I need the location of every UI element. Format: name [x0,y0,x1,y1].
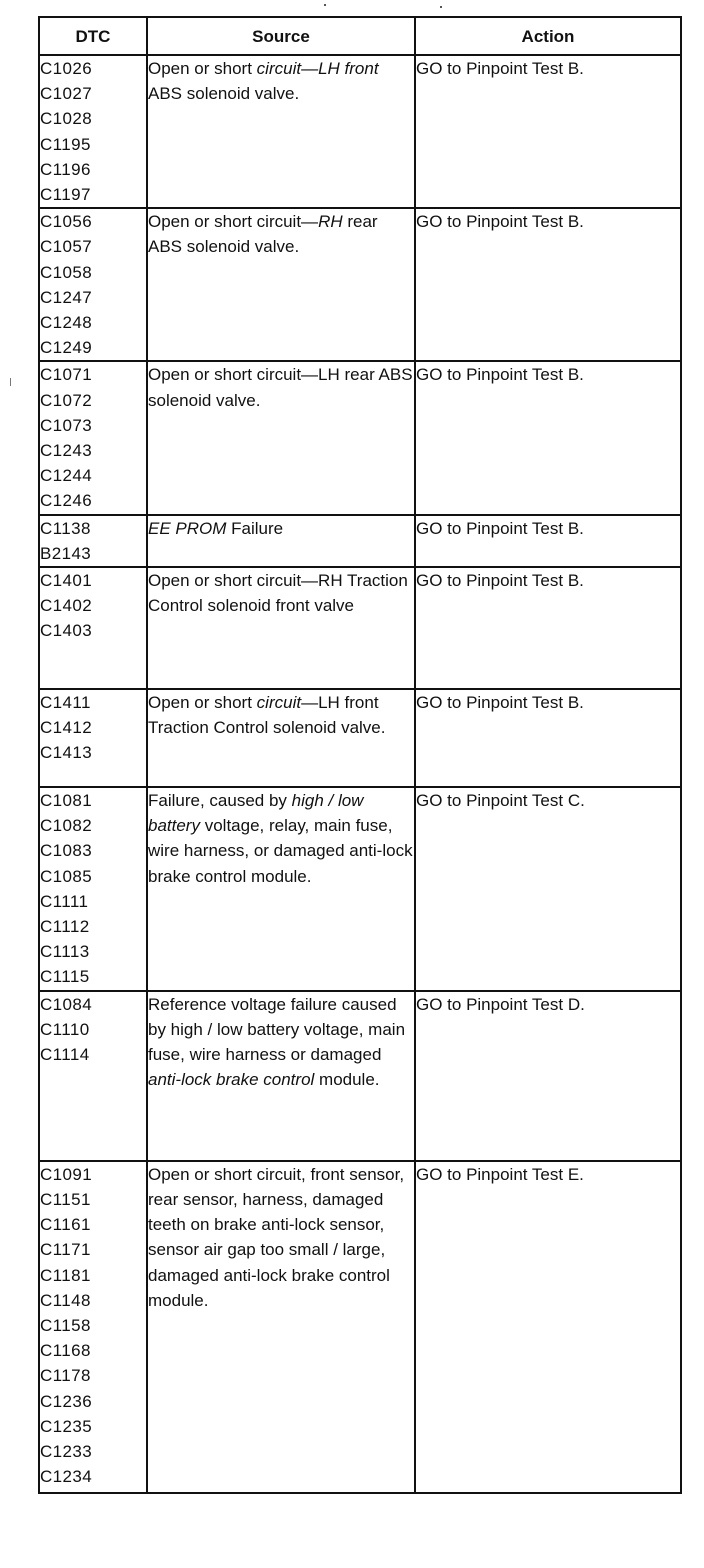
dtc-codes-cell [39,1161,147,1493]
source-text: Failure [226,518,284,538]
dtc-code: C1148 [40,1290,91,1310]
source-text: circuit [256,59,302,78]
source-cell [147,55,415,208]
source-text: —LH front Traction Control solenoid valve. [148,693,386,738]
dtc-code: C1027 [40,84,93,104]
header-source: Source [147,17,415,55]
source-text: Open or short circuit—RH Traction Control solenoid front valve [148,571,408,616]
action-cell: GO to Pinpoint Test B. [415,208,681,361]
table-row [39,55,681,208]
dtc-codes-cell [39,361,147,514]
table-row [39,991,681,1161]
action-cell: GO to Pinpoint Test E. [415,1161,681,1493]
dtc-code: C1026 [40,59,93,78]
source-text: ABS solenoid valve. [148,84,300,104]
source-cell [147,515,415,567]
table-row [39,689,681,787]
dtc-code: C1083 [40,841,93,861]
source-text: anti-lock brake control [148,1070,315,1090]
action-cell: GO to Pinpoint Test B. [415,55,681,208]
dtc-code: C1056 [40,212,93,232]
scan-speck [440,6,442,8]
action-cell: GO to Pinpoint Test B. [415,361,681,514]
dtc-code: C1057 [40,237,93,257]
action-cell: GO to Pinpoint Test B. [415,515,681,567]
dtc-codes-cell [39,787,147,991]
dtc-code: B2143 [40,543,92,563]
source-cell [147,689,415,787]
source-text: Open or short [148,693,257,713]
dtc-code: C1178 [40,1366,91,1386]
dtc-code: C1234 [40,1467,93,1487]
action-cell: GO to Pinpoint Test B. [415,689,681,787]
dtc-code: C1249 [40,338,93,358]
source-text: voltage, relay, main fuse, wire harness, or damaged anti-lock brake control module. [148,816,413,886]
source-text: rear ABS solenoid valve. [148,212,378,257]
source-text: Open or short circuit, front sensor, rear sensor, harness, damaged teeth on brake anti-lock sensor, sensor air gap too small / large, damaged anti-lock brake control module. [148,1164,405,1310]
dtc-code: C1158 [40,1315,91,1335]
dtc-code: C1168 [40,1341,91,1361]
dtc-codes-cell [39,689,147,787]
dtc-code: C1411 [40,693,91,713]
dtc-code: C1246 [40,491,93,511]
action-cell: GO to Pinpoint Test C. [415,787,681,991]
action-cell: GO to Pinpoint Test D. [415,991,681,1161]
dtc-codes-cell [39,567,147,689]
source-text: RH [318,212,343,232]
dtc-code: C1244 [40,466,93,486]
source-text: high / low battery [148,791,364,836]
dtc-code: C1114 [40,1045,90,1065]
dtc-code: C1111 [40,891,89,911]
dtc-codes-cell [39,515,147,567]
table-row [39,361,681,514]
table-row [39,787,681,991]
source-text: Reference voltage failure caused by high / low battery voltage, main fuse, wire harness or damaged [148,994,406,1065]
dtc-code: C1081 [40,791,93,811]
dtc-codes-cell [39,55,147,208]
dtc-code: C1403 [40,621,93,641]
dtc-code: C1072 [40,390,93,410]
source-text: — [301,59,319,78]
dtc-code: C1247 [40,287,93,307]
dtc-code: C1196 [40,159,91,179]
dtc-code: C1248 [40,313,93,333]
header-action: Action [415,17,681,55]
source-text: Open or short circuit—LH rear ABS solenoid valve. [148,365,413,410]
source-text: circuit [256,693,302,713]
source-text: LH front [318,59,379,78]
table-body [39,55,681,1493]
dtc-code: C1028 [40,109,93,129]
dtc-code: C1082 [40,816,93,836]
action-cell: GO to Pinpoint Test B. [415,567,681,689]
source-cell [147,991,415,1161]
source-cell [147,208,415,361]
header-dtc: DTC [39,17,147,55]
dtc-code: C1115 [40,967,90,987]
dtc-code: C1401 [40,571,93,591]
source-cell [147,361,415,514]
dtc-code: C1091 [40,1164,93,1184]
dtc-code: C1071 [40,365,93,385]
dtc-code: C1235 [40,1416,93,1436]
dtc-code: C1138 [40,518,91,538]
dtc-code: C1181 [40,1265,91,1285]
dtc-code: C1058 [40,262,93,282]
source-cell [147,1161,415,1493]
source-text: EE PROM [148,518,227,538]
dtc-table [38,16,682,1494]
dtc-code: C1197 [40,185,91,205]
table-row [39,515,681,567]
scan-speck [10,378,11,386]
source-text: Failure, caused by [148,791,292,811]
dtc-code: C1195 [40,134,91,154]
source-text: Open or short [148,59,257,78]
table-row [39,1161,681,1493]
dtc-codes-cell [39,991,147,1161]
dtc-code: C1171 [40,1240,91,1260]
dtc-code: C1073 [40,415,93,435]
dtc-code: C1151 [40,1189,91,1209]
table-row [39,208,681,361]
dtc-code: C1085 [40,866,93,886]
source-text: module. [314,1070,380,1090]
dtc-code: C1233 [40,1441,93,1461]
table-row [39,567,681,689]
dtc-code: C1113 [40,942,90,962]
scan-speck [324,4,326,6]
dtc-codes-cell [39,208,147,361]
dtc-code: C1243 [40,441,93,461]
source-cell [147,567,415,689]
dtc-code: C1413 [40,743,93,763]
dtc-code: C1110 [40,1019,90,1039]
dtc-code: C1161 [40,1215,91,1235]
source-cell [147,787,415,991]
source-text: Open or short circuit— [148,212,319,232]
dtc-code: C1112 [40,917,90,937]
table-header-row [39,17,681,55]
dtc-code: C1236 [40,1391,93,1411]
dtc-code: C1084 [40,994,93,1014]
dtc-code: C1412 [40,718,93,738]
dtc-code: C1402 [40,596,93,616]
